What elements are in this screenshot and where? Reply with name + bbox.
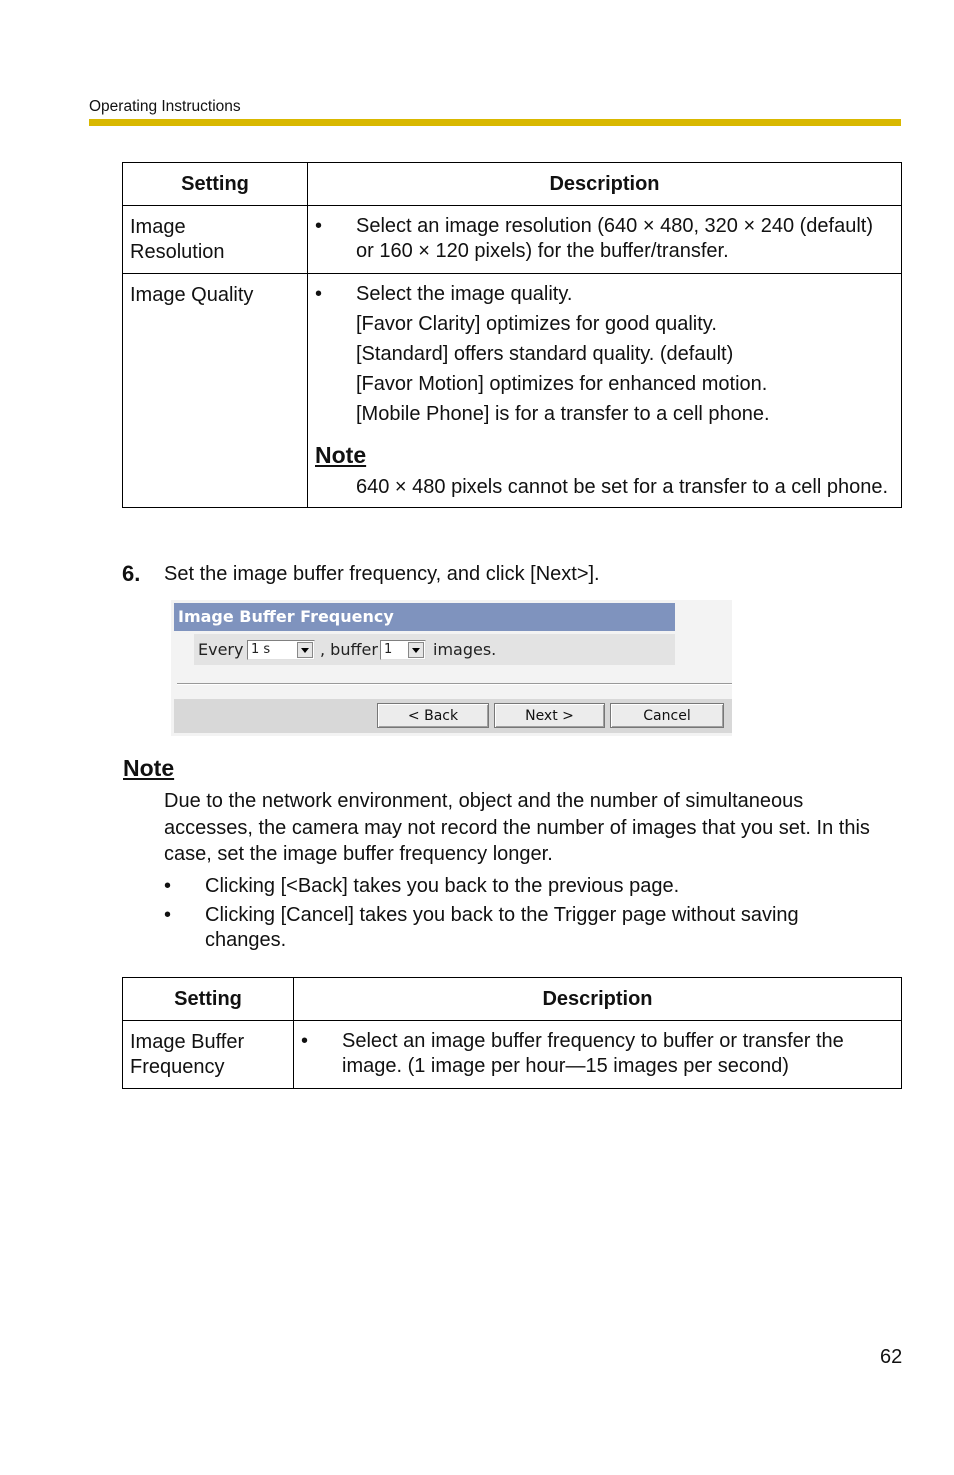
quality-options (315, 312, 891, 427)
every-label: Every (198, 640, 244, 659)
bullet-icon: • (164, 904, 172, 926)
images-label: images. (433, 640, 497, 659)
table-row (123, 1021, 902, 1089)
buffer-count-value: 1 (384, 642, 393, 657)
settings-table-frequency (122, 977, 902, 1089)
quality-option: [Favor Motion] optimizes for enhanced motion. (356, 373, 768, 395)
note-section (123, 754, 903, 953)
cancel-button[interactable]: Cancel (610, 703, 724, 728)
note-bullet-text: Clicking [<Back] takes you back to the previous page. (205, 874, 680, 897)
settings-table-image (122, 162, 902, 508)
interval-value: 1 s (251, 642, 271, 657)
quality-option: [Mobile Phone] is for a transfer to a cell phone. (356, 403, 770, 425)
header-rule (89, 119, 901, 126)
column-header-description: Description (308, 163, 902, 206)
divider (177, 683, 732, 685)
quality-option: [Standard] offers standard quality. (default) (356, 343, 734, 365)
buffer-count-select[interactable] (380, 640, 426, 660)
column-header-description: Description (294, 978, 902, 1021)
bullet-icon: • (301, 1030, 309, 1052)
setting-cell (123, 206, 308, 274)
bullet-icon: • (164, 874, 172, 897)
note-paragraph: Due to the network environment, object and the number of simultaneous accesses, the camera may not record the number of images that you set. In this case, set the image buffer frequency longer. (164, 790, 870, 865)
setting-name: Image Resolution (130, 216, 225, 263)
table-row (123, 274, 902, 508)
setting-name: Image Quality (130, 284, 254, 306)
column-header-setting: Setting (123, 978, 294, 1021)
setting-name: Image Buffer Frequency (130, 1031, 245, 1078)
note-heading: Note (123, 755, 175, 781)
bullet-icon: • (315, 215, 323, 237)
quality-option: [Favor Clarity] optimizes for good quality. (356, 313, 717, 335)
step-text: Set the image buffer frequency, and click [Next>]. (164, 563, 600, 585)
buffer-label: , buffer (320, 640, 378, 659)
description-cell (308, 274, 902, 508)
description-text: Select an image buffer frequency to buffer or transfer the image. (1 image per hour—15 images per second) (342, 1030, 844, 1077)
interval-select[interactable] (247, 640, 315, 660)
description-text: Select an image resolution (640 × 480, 320 × 240 (default) or 160 × 120 pixels) for the buffer/transfer. (356, 215, 874, 262)
back-button[interactable]: < Back (377, 703, 489, 728)
next-button[interactable]: Next > (494, 703, 605, 728)
chevron-down-icon[interactable] (408, 642, 424, 658)
step-6 (122, 560, 600, 588)
note-bullet-text: Clicking [Cancel] takes you back to the Trigger page without saving changes. (205, 904, 799, 951)
description-cell (294, 1021, 902, 1089)
bullet-icon: • (315, 283, 323, 305)
note-heading: Note (315, 442, 367, 468)
image-buffer-frequency-panel (171, 600, 732, 736)
button-bar (174, 699, 732, 733)
list-item (315, 214, 891, 264)
frequency-row (194, 634, 675, 665)
panel-title: Image Buffer Frequency (174, 603, 675, 631)
note-text: 640 × 480 pixels cannot be set for a transfer to a cell phone. (356, 476, 889, 498)
list-item (164, 903, 903, 953)
setting-cell (123, 274, 308, 508)
list-item (301, 1029, 891, 1079)
description-cell (308, 206, 902, 274)
list-item (315, 282, 891, 307)
page-number: 62 (880, 1346, 903, 1368)
list-item (164, 873, 903, 900)
step-number: 6. (122, 561, 141, 586)
note-body (123, 788, 903, 953)
column-header-setting: Setting (123, 163, 308, 206)
setting-cell (123, 1021, 294, 1089)
running-header: Operating Instructions (89, 98, 241, 115)
description-text: Select the image quality. (356, 283, 573, 305)
table-row (123, 206, 902, 274)
chevron-down-icon[interactable] (297, 642, 313, 658)
